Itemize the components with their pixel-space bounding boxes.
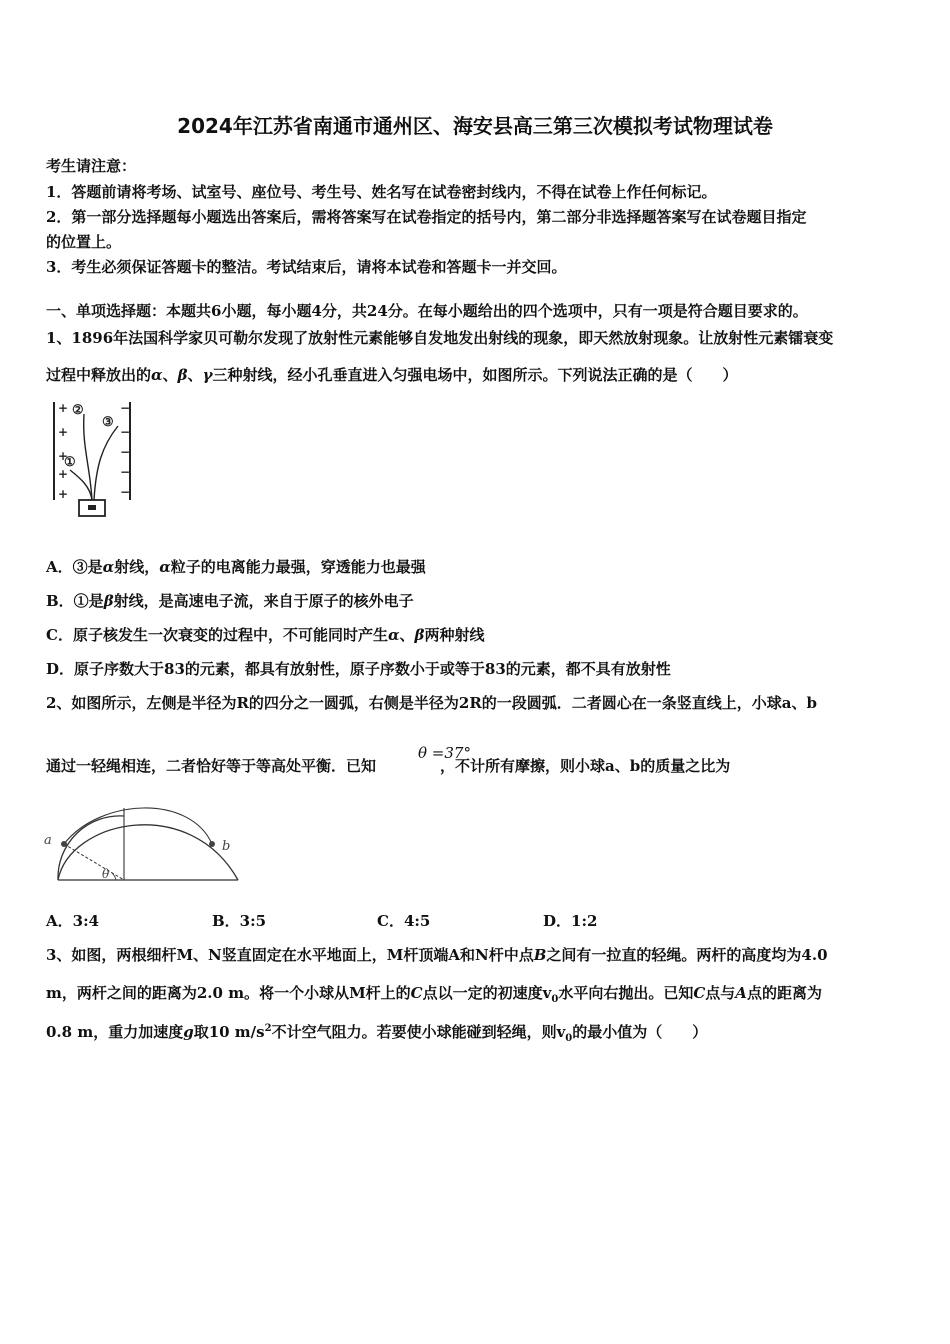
minus-sign: − <box>120 465 131 479</box>
q3-line3-text-b: 取10 m/s <box>193 1023 265 1041</box>
notice-item-2-cont: 的位置上。 <box>46 233 122 251</box>
q3-line2 <box>46 984 822 1009</box>
q3-line3-text-a: 0.8 m，重力加速度 <box>46 1023 184 1041</box>
plus-sign: + <box>58 401 69 415</box>
q3-line2-text-c: 水平向右抛出。已知 <box>558 984 694 1002</box>
source <box>88 505 96 510</box>
q1-option-c-text: 两种射线 <box>424 626 485 644</box>
point-a: A <box>735 984 747 1002</box>
ray-label-2: ② <box>72 403 84 418</box>
superscript-two: 2 <box>264 1023 272 1034</box>
q1-line1: 1、1896年法国科学家贝可勒尔发现了放射性元素能够自发地发出射线的现象，即天然放射现象。让放射性元素镭衰变 <box>46 329 834 347</box>
arcs-figure <box>40 800 250 886</box>
section-heading: 一、单项选择题：本题共6小题，每小题4分，共24分。在每小题给出的四个选项中，只有一项是符合题目要求的。 <box>46 302 808 320</box>
beta-symbol: β <box>177 366 188 384</box>
q3-line1-text-a: 3、如图，两根细杆M、N竖直固定在水平地面上，M杆顶端A和N杆中点 <box>46 946 534 964</box>
notice-item-1: 1．答题前请将考场、试室号、座位号、考生号、姓名写在试卷密封线内，不得在试卷上作任何标记。 <box>46 183 717 201</box>
notice-item-3: 3．考生必须保证答题卡的整洁。考试结束后，请将本试卷和答题卡一并交回。 <box>46 258 567 276</box>
beta-symbol: β <box>103 592 114 610</box>
label-a: a <box>44 833 52 848</box>
q1-option-b-text: 射线，是高速电子流，来自于原子的核外电子 <box>113 592 414 610</box>
q3-line1 <box>46 946 828 964</box>
minus-sign: − <box>120 425 131 439</box>
theta-equation: θ =37° <box>418 744 471 762</box>
ray-label-1: ① <box>64 455 76 470</box>
q1-option-a-text: 射线， <box>114 558 160 576</box>
q2-line2-text-a: 通过一轻绳相连，二者恰好等于等高处平衡．已知 <box>46 757 377 775</box>
ball-b <box>209 841 215 847</box>
q2-option-a: A．3:4 <box>46 912 100 930</box>
subscript-zero: 0 <box>551 994 559 1005</box>
q2-line2 <box>46 757 730 775</box>
q1-line2 <box>46 366 737 384</box>
q1-separator: 、 <box>162 366 178 384</box>
point-c: C <box>693 984 706 1002</box>
q2-option-c: C．4:5 <box>377 912 431 930</box>
beta-symbol: β <box>414 626 425 644</box>
alpha-symbol: α <box>387 626 400 644</box>
q1-option-a <box>46 558 426 576</box>
label-theta: θ <box>102 867 110 881</box>
q1-option-a-text: 粒子的电离能力最强，穿透能力也最强 <box>170 558 426 576</box>
point-c: C <box>410 984 423 1002</box>
ball-a <box>61 841 67 847</box>
ray-label-3: ③ <box>102 415 114 430</box>
alpha-symbol: α <box>102 558 115 576</box>
q3-line3-text-d: 的最小值为（ ） <box>572 1023 708 1041</box>
gravity-symbol: g <box>183 1023 194 1041</box>
q2-line2-text-b: ，不计所有摩擦，则小球a、b的质量之比为 <box>440 757 731 775</box>
radiation-field-figure <box>50 396 140 520</box>
plus-sign: + <box>58 467 69 481</box>
q3-line3 <box>46 1020 707 1048</box>
q2-option-d: D．1:2 <box>543 912 598 930</box>
q2-option-b: B．3:5 <box>212 912 267 930</box>
q1-option-c <box>46 626 485 644</box>
q1-option-c-text: 、 <box>399 626 415 644</box>
ray-3-path <box>94 426 118 500</box>
q3-line3-text-c: 不计空气阻力。若要使小球能碰到轻绳，则v <box>271 1023 566 1041</box>
q1-option-b-text: B．①是 <box>46 592 104 610</box>
minus-sign: − <box>120 445 131 459</box>
q1-option-d: D．原子序数大于83的元素，都具有放射性，原子序数小于或等于83的元素，都不具有放射性 <box>46 660 671 678</box>
label-b: b <box>222 839 231 854</box>
q3-line2-text-a: m，两杆之间的距离为2.0 m。将一个小球从M杆上的 <box>46 984 411 1002</box>
notice-item-2: 2．第一部分选择题每小题选出答案后，需将答案写在试卷指定的括号内，第二部分非选择题答案写在试卷题目指定 <box>46 208 807 226</box>
q1-option-c-text: C．原子核发生一次衰变的过程中，不可能同时产生 <box>46 626 388 644</box>
q3-line2-text-d: 点与 <box>705 984 736 1002</box>
alpha-symbol: α <box>159 558 171 576</box>
q1-line2-text-a: 过程中释放出的 <box>46 366 152 384</box>
plus-sign: + <box>58 487 69 501</box>
q2-line1: 2、如图所示，左侧是半径为R的四分之一圆弧，右侧是半径为2R的一段圆弧．二者圆心在一条竖直线上，小球a、b <box>46 694 818 712</box>
q1-line2-text-b: 三种射线，经小孔垂直进入匀强电场中，如图所示。下列说法正确的是（ ） <box>212 366 738 384</box>
q1-option-a-text: A．③是 <box>46 558 103 576</box>
alpha-symbol: α <box>151 366 163 384</box>
point-b: B <box>533 946 547 964</box>
q1-separator: 、 <box>187 366 203 384</box>
plus-sign: + <box>58 449 69 463</box>
q3-line1-text-b: 之间有一拉直的轻绳。两杆的高度均为4.0 <box>546 946 828 964</box>
minus-sign: − <box>120 485 131 499</box>
subscript-zero: 0 <box>565 1033 573 1044</box>
notice-heading: 考生请注意： <box>46 157 137 175</box>
q3-line2-text-b: 点以一定的初速度v <box>422 984 552 1002</box>
q3-line2-text-e: 点的距离为 <box>746 984 822 1002</box>
plus-sign: + <box>58 425 69 439</box>
q1-option-b <box>46 592 414 610</box>
minus-sign: − <box>120 401 131 415</box>
page-title: 2024年江苏省南通市通州区、海安县高三第三次模拟考试物理试卷 <box>177 114 773 138</box>
gamma-symbol: γ <box>202 366 213 384</box>
